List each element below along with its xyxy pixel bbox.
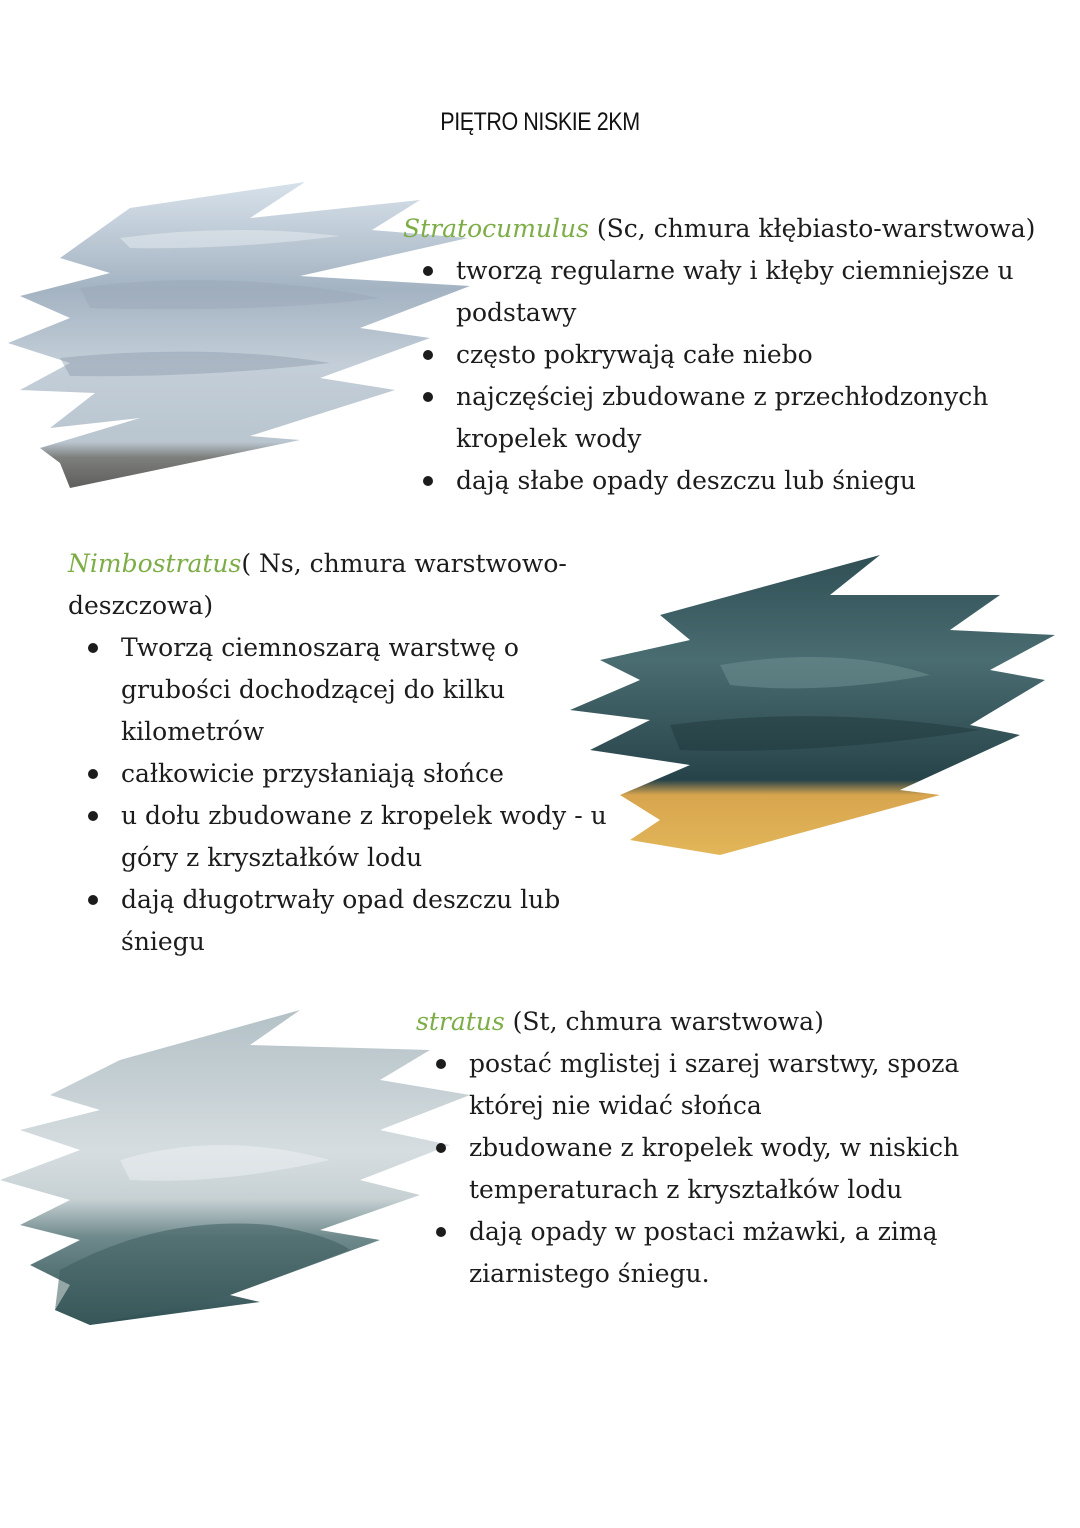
cloud-name: Stratocumulus <box>403 214 589 243</box>
list-item: tworzą regularne wały i kłęby ciemniejsze u podstawy <box>421 250 1021 334</box>
nimbostratus-heading <box>68 543 628 627</box>
cloud-description: (St, chmura warstwowa) <box>504 1007 824 1036</box>
list-item: Tworzą ciemnoszarą warstwę o grubości dochodzącej do kilku kilometrów <box>86 627 616 753</box>
list-item: dają długotrwały opad deszczu lub śniegu <box>86 879 616 963</box>
stratus-heading <box>416 1001 1036 1043</box>
cloud-description: ( Ns, chmura warstwowo-deszczowa) <box>68 549 567 620</box>
stratus-photo <box>0 1010 480 1330</box>
cloud-name: Nimbostratus <box>68 549 242 578</box>
cloud-description: (Sc, chmura kłębiasto-warstwowa) <box>588 214 1036 243</box>
list-item: często pokrywają całe niebo <box>421 334 1021 376</box>
list-item: u dołu zbudowane z kropelek wody - u góry z kryształków lodu <box>86 795 616 879</box>
nimbostratus-photo <box>570 555 1060 865</box>
stratus-bullets <box>434 1043 999 1295</box>
list-item: dają słabe opady deszczu lub śniegu <box>421 460 1021 502</box>
list-item: najczęściej zbudowane z przechłodzonych kropelek wody <box>421 376 1021 460</box>
nimbostratus-section <box>68 543 628 963</box>
list-item: dają opady w postaci mżawki, a zimą ziarnistego śniegu. <box>434 1211 999 1295</box>
list-item: zbudowane z kropelek wody, w niskich temperaturach z kryształków lodu <box>434 1127 999 1211</box>
nimbostratus-bullets <box>86 627 616 963</box>
stratocumulus-section <box>403 208 1073 502</box>
list-item: całkowicie przysłaniają słońce <box>86 753 616 795</box>
stratocumulus-bullets <box>421 250 1021 502</box>
stratus-section <box>416 1001 1036 1295</box>
list-item: postać mglistej i szarej warstwy, spoza której nie widać słońca <box>434 1043 999 1127</box>
stratocumulus-heading <box>403 208 1073 250</box>
page-title: PIĘTRO NISKIE 2KM <box>440 108 640 136</box>
cloud-name: stratus <box>416 1007 505 1036</box>
